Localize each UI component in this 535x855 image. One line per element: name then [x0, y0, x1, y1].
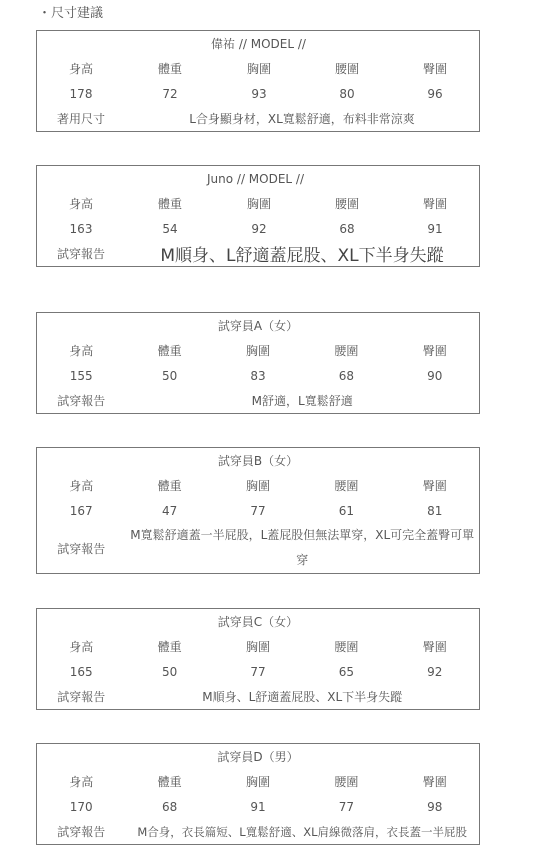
- value-hip: 92: [427, 664, 443, 679]
- value-waist: 65: [338, 664, 354, 679]
- report-text: L合身顯身材，XL寬鬆舒適，布料非常涼爽: [189, 112, 415, 126]
- header-chest: 胸圍: [245, 640, 270, 654]
- header-waist: 腰圍: [334, 344, 359, 358]
- value-height: 155: [69, 368, 93, 383]
- value-chest: 92: [251, 221, 267, 236]
- value-weight: 54: [162, 221, 178, 236]
- size-card-6: [36, 743, 480, 845]
- value-waist: 68: [338, 368, 354, 383]
- size-card-5: [36, 608, 480, 710]
- value-height: 170: [69, 799, 93, 814]
- card-title: [37, 609, 479, 634]
- value-hip: 81: [427, 503, 443, 518]
- report-text: M舒適，L寬鬆舒適: [251, 394, 353, 408]
- value-hip: 91: [427, 221, 443, 236]
- value-weight: 50: [161, 664, 178, 679]
- value-height: 165: [69, 664, 93, 679]
- size-card-1: [36, 30, 480, 132]
- header-waist: 腰圍: [334, 479, 359, 493]
- report-label: 著用尺寸: [56, 112, 105, 126]
- size-card-2: [36, 165, 480, 267]
- value-chest: 91: [250, 799, 266, 814]
- value-waist: 80: [339, 86, 355, 101]
- header-weight: 體重: [157, 197, 182, 211]
- report-label: 試穿報告: [57, 394, 106, 408]
- value-height: 178: [69, 86, 93, 101]
- value-waist: 77: [338, 799, 354, 814]
- value-chest: 93: [251, 86, 267, 101]
- header-weight: 體重: [157, 775, 182, 789]
- report-label: 試穿報告: [56, 247, 105, 261]
- section-heading: ・尺寸建議: [38, 6, 104, 21]
- report-text: M順身、L舒適蓋屁股、XL下半身失蹤: [160, 246, 444, 266]
- header-hip: 臀圍: [422, 775, 447, 789]
- header-waist: 腰圍: [334, 62, 359, 76]
- header-height: 身高: [69, 640, 94, 654]
- header-weight: 體重: [157, 479, 182, 493]
- header-hip: 臀圍: [422, 479, 447, 493]
- value-weight: 47: [161, 503, 178, 518]
- header-chest: 胸圍: [245, 344, 270, 358]
- value-height: 163: [69, 221, 93, 236]
- card-title: 偉祐 // MODEL //: [211, 37, 306, 51]
- header-hip: 臀圍: [422, 197, 447, 211]
- card-title: 試穿員D（男）: [217, 750, 299, 764]
- value-chest: 83: [250, 368, 266, 383]
- value-hip: 96: [427, 86, 443, 101]
- header-chest: 胸圍: [245, 775, 270, 789]
- size-card-3: [36, 312, 480, 414]
- size-card-4: [36, 447, 480, 574]
- header-height: 身高: [69, 344, 94, 358]
- value-chest: 77: [250, 503, 266, 518]
- header-chest: 胸圍: [246, 197, 271, 211]
- card-title-text: 試穿員C（女）: [217, 615, 299, 629]
- report-label: 試穿報告: [57, 690, 106, 704]
- value-height: 167: [69, 503, 93, 518]
- value-weight: 72: [162, 86, 178, 101]
- card-title: 試穿員A（女）: [217, 319, 299, 333]
- value-chest: 77: [250, 664, 266, 679]
- report-label: 試穿報告: [57, 541, 106, 556]
- card-title: 試穿員B（女）: [217, 454, 299, 468]
- header-height: 身高: [68, 197, 93, 211]
- value-hip: 98: [427, 799, 443, 814]
- value-waist: 68: [339, 221, 355, 236]
- value-hip: 90: [427, 368, 443, 383]
- value-weight: 50: [161, 368, 178, 383]
- header-hip: 臀圍: [422, 640, 447, 654]
- header-waist: 腰圍: [334, 775, 359, 789]
- report-text: M合身，衣長篇短、L寬鬆舒適、XL肩線微落肩，衣長蓋一半屁股: [137, 824, 467, 839]
- value-weight: 68: [161, 799, 178, 814]
- header-chest: 胸圍: [245, 479, 270, 493]
- header-weight: 體重: [157, 640, 182, 654]
- report-label: 試穿報告: [57, 825, 106, 839]
- value-waist: 61: [338, 503, 354, 518]
- header-hip: 臀圍: [422, 344, 447, 358]
- header-waist: 腰圍: [334, 640, 359, 654]
- header-waist: 腰圍: [334, 197, 359, 211]
- header-height: 身高: [69, 775, 94, 789]
- card-title: Juno // MODEL //: [207, 171, 305, 186]
- header-height: 身高: [68, 62, 93, 76]
- header-weight: 體重: [157, 62, 182, 76]
- header-height: 身高: [69, 479, 94, 493]
- report-text: M寬鬆舒適蓋一半屁股，L蓋屁股但無法單穿，XL可完全蓋臀可單穿: [130, 528, 475, 567]
- header-weight: 體重: [157, 344, 182, 358]
- report-text: M順身、L舒適蓋屁股、XL下半身失蹤: [202, 690, 403, 704]
- header-chest: 胸圍: [246, 62, 271, 76]
- header-hip: 臀圍: [422, 62, 447, 76]
